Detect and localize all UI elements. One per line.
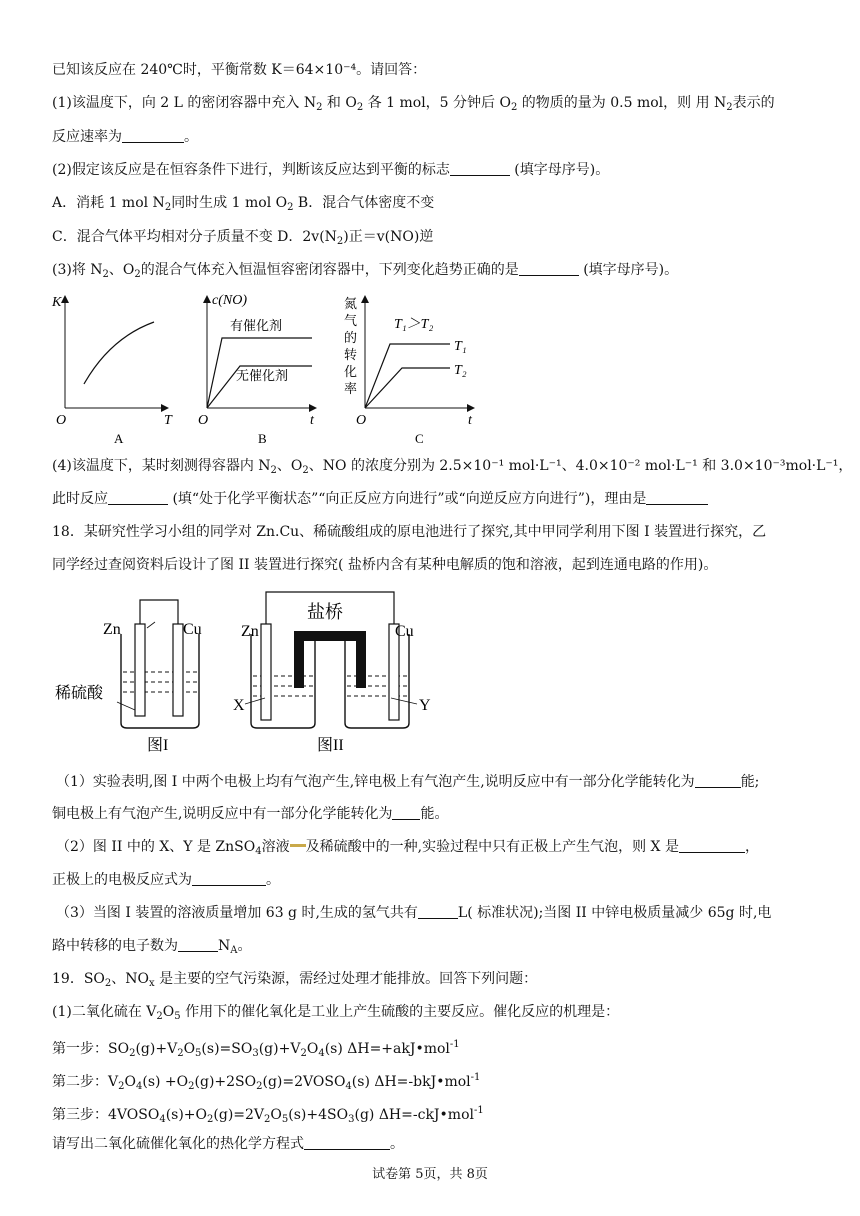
question-4-line-2: 此时反应 (填“处于化学平衡状态”“向正反应方向进行”或“向逆反应方向进行”)，理由是 [52, 489, 708, 509]
figure-2-caption: 图II [317, 737, 344, 753]
part-1-line-1: （1）实验表明,图 I 中两个电极上均有气泡产生,锌电极上有气泡产生,说明反应中有一部分化学能转化为 能; [56, 774, 760, 790]
graph-a [51, 295, 173, 446]
answer-blank[interactable] [108, 490, 168, 505]
question-4-line-1: (4)该温度下，某时刻测得容器内 $N_2$、$O_2$、NO 的浓度分别为 2.5×10⁻¹ mol·L⁻¹、4.0×10⁻² mol·L⁻¹ 和 3.0×10⁻³mol·L⁻¹， [52, 458, 853, 476]
axis-y-label: c(NO) [212, 293, 247, 308]
figure-1 [55, 600, 202, 753]
answer-blank[interactable] [304, 1135, 390, 1150]
graph-caption: C [415, 431, 424, 446]
graph-b [198, 293, 316, 446]
acid-label: 稀硫酸 [55, 685, 104, 702]
axis-y-char: 转 [344, 347, 358, 362]
y-label: Y [419, 697, 431, 714]
graph-caption: B [258, 431, 267, 446]
answer-blank[interactable] [679, 838, 745, 853]
axis-x-label: t [468, 413, 472, 428]
cu-label: Cu [183, 621, 202, 638]
t2-label: T₂ [454, 363, 467, 378]
zn-electrode [135, 624, 145, 716]
no-catalyst-label: 无催化剂 [236, 368, 289, 383]
question-18-line-2: 同学经过查阅资料后设计了图 II 装置进行探究( 盐桥内含有某种电解质的饱和溶液，起到连通电路的作用)。 [52, 557, 718, 573]
axis-x-label: T [164, 413, 172, 428]
highlight-mark [290, 844, 306, 847]
axis-y-label: K [52, 295, 62, 310]
question-18-line-1: 18．某研究性学习小组的同学对 Zn.Cu、稀硫酸组成的原电池进行了探究,其中甲同学利用下图 I 装置进行探究，乙 [52, 524, 767, 540]
answer-blank[interactable] [695, 773, 741, 788]
question-2: (2)假定该反应是在恒容条件下进行，判断该反应达到平衡的标志 (填字母序号)。 [52, 162, 610, 178]
answer-blank[interactable] [418, 904, 458, 919]
part-3-line-2: 路中转移的电子数为 $N_A$。 [52, 938, 252, 956]
question-1-line-1: (1)该温度下，向 2 L 的密闭容器中充入 $N_2$ 和 $O_2$ 各 1 mol，5 分钟后 $O_2$ 的物质的量为 0.5 mol，则 用 $N_2$表示的 [52, 95, 775, 113]
zn-label: Zn [103, 621, 121, 638]
x-label: X [233, 697, 245, 714]
step-1: 第一步：$SO_2(g)+V_2O_5(s)=SO_3(g)+V_2O_4(s)$ ΔH=+akJ•mol$^{-1}$ [52, 1039, 460, 1059]
salt-bridge [299, 636, 361, 688]
graph-caption: A [114, 431, 124, 446]
part-2-line-1: （2）图 II 中的 X、Y 是 ZnSO$_4$溶液 及稀硫酸中的一种,实验过程中只有正极上产生气泡，则 X 是 ， [56, 839, 759, 857]
part-2-line-2: 正极上的电极反应式为 。 [52, 872, 280, 888]
options-c-d: C．混合气体平均相对分子质量不变 D．$2v(N_2)$正＝v(NO)逆 [52, 229, 434, 247]
answer-blank[interactable] [519, 261, 579, 276]
wire [140, 600, 178, 624]
answer-blank[interactable] [122, 128, 184, 143]
final-question: 请写出二氧化硫催化氧化的热化学方程式 。 [52, 1136, 404, 1152]
graph-c [344, 296, 474, 446]
text-line-1: 已知该反应在 240℃时，平衡常数 K＝64×10⁻⁴。请回答： [52, 62, 427, 78]
t1-line [365, 344, 450, 408]
axis-y-char: 氮 [344, 296, 358, 311]
step-3: 第三步：$4VOSO_4(s)+O_2(g)=2V_2O_5(s)+4SO_3(g)$ ΔH=-ckJ•mol$^{-1}$ [52, 1105, 484, 1125]
figure-1-caption: 图I [147, 737, 169, 753]
question-3: (3)将 $N_2$、$O_2$的混合气体充入恒温恒容密闭容器中，下列变化趋势正确的是 (填字母序号)。 [52, 262, 679, 280]
condition-label: T₁＞T₂ [394, 317, 434, 332]
curve-a [84, 322, 154, 384]
axis-y-char: 气 [344, 313, 358, 328]
axis-y-char: 的 [344, 330, 358, 345]
beaker [121, 634, 199, 728]
question-1-line-2: 反应速率为 。 [52, 129, 198, 145]
axis-x-label: t [310, 413, 314, 428]
step-2: 第二步：$V_2O_4(s)$ $+O_2(g)+2SO_2(g)=2VOSO_4(s)$ ΔH=-bkJ•mol$^{-1}$ [52, 1072, 481, 1092]
question-19-part-1: (1)二氧化硫在 $V_2O_5$ 作用下的催化氧化是工业上产生硫酸的主要反应。催化反应的机理是： [52, 1004, 620, 1022]
figure-2 [233, 592, 431, 753]
answer-blank[interactable] [192, 871, 266, 886]
origin-label: O [356, 413, 367, 428]
origin-label: O [56, 413, 67, 428]
part-1-line-2: 铜电极上有气泡产生,说明反应中有一部分化学能转化为 能。 [52, 806, 449, 822]
bridge-label: 盐桥 [307, 602, 343, 622]
page-footer: 试卷第 5页，共 8页 [372, 1167, 488, 1182]
part-3-line-1: （3）当图 I 装置的溶液质量增加 63 g 时,生成的氢气共有 L( 标准状况);当图 II 中锌电极质量减少 65g 时,电 [56, 905, 772, 921]
catalyst-label: 有催化剂 [230, 318, 283, 333]
galvanic-cell-figures [55, 588, 455, 753]
answer-blank[interactable] [646, 490, 708, 505]
question-19: 19．$SO_2$、$NO_x$ 是主要的空气污染源，需经过处理才能排放。回答下列问题： [52, 971, 538, 989]
cu-label: Cu [395, 623, 414, 640]
axis-y-char: 化 [344, 364, 358, 379]
trend-graphs [50, 288, 490, 448]
cu-electrode [173, 624, 183, 716]
options-a-b: A．消耗 1 mol $N_2$同时生成 1 mol $O_2$ B．混合气体密度不变 [52, 195, 435, 213]
origin-label: O [198, 413, 209, 428]
answer-blank[interactable] [178, 937, 218, 952]
zn-electrode [261, 624, 271, 720]
answer-blank[interactable] [392, 805, 420, 820]
t1-label: T₁ [454, 339, 467, 354]
axis-y-char: 率 [344, 381, 358, 396]
zn-label: Zn [241, 623, 259, 640]
answer-blank[interactable] [450, 161, 510, 176]
